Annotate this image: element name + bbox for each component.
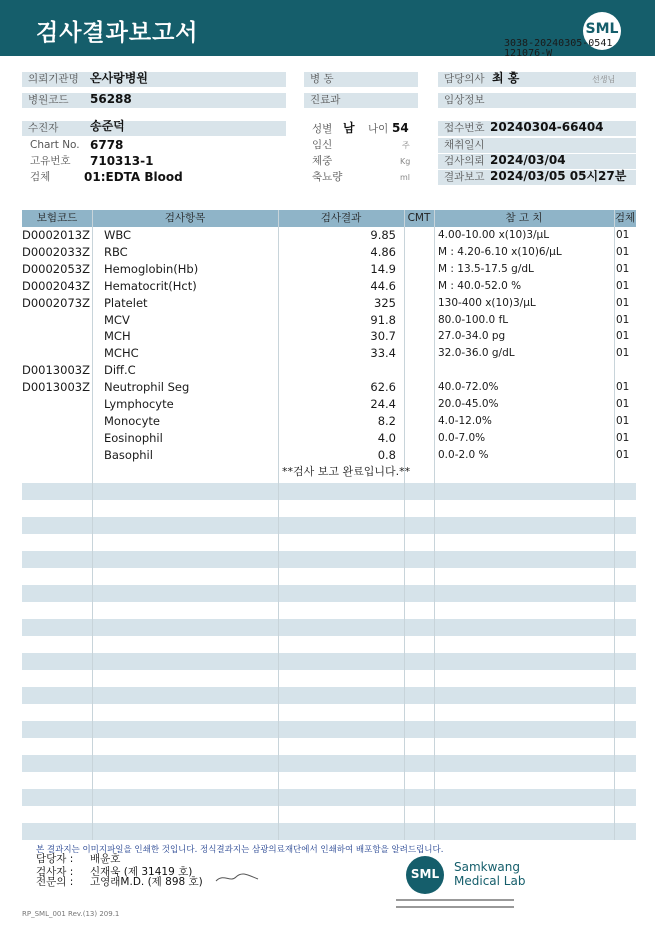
table-row: [22, 447, 636, 464]
tester-name: 신재욱 (제 31419 호): [90, 866, 193, 878]
hospital-label: 의뢰기관명: [22, 72, 286, 87]
hospital-name: 온사랑병원: [90, 71, 148, 85]
request-date: 2024/03/04: [490, 153, 566, 167]
preg-unit: 주: [402, 141, 410, 150]
row-item: Hemoglobin(Hb): [104, 261, 199, 276]
row-result: 8.2: [377, 413, 396, 428]
row-specimen: 01: [616, 347, 630, 360]
row-specimen: 01: [616, 414, 630, 427]
row-result: 30.7: [370, 329, 396, 344]
row-reference: M : 40.0-52.0 %: [438, 279, 522, 292]
table-stripe: [22, 585, 636, 602]
patient-label: 수진자: [22, 121, 286, 136]
row-result: 14.9: [370, 261, 396, 276]
row-code: D0013003Z: [22, 363, 90, 378]
row-result: 44.6: [370, 278, 396, 293]
row-result: 33.4: [370, 346, 396, 361]
receipt-number: 20240304-66404: [490, 120, 604, 134]
row-item: Neutrophil Seg: [104, 380, 190, 395]
clinical-label: 임상정보: [438, 93, 636, 108]
specimen-value: 01:EDTA Blood: [84, 170, 183, 184]
ward-label: 병 동: [304, 72, 418, 87]
table-row: [22, 244, 636, 261]
row-specimen: 01: [616, 330, 630, 343]
specialist-label: 전문의 :: [36, 876, 74, 888]
hospital-code: 56288: [90, 92, 132, 106]
table-stripe: [22, 517, 636, 534]
row-specimen: 01: [616, 313, 630, 326]
table-row: [22, 345, 636, 362]
row-item: Platelet: [104, 295, 148, 310]
row-result: 4.86: [370, 244, 396, 259]
row-result: 325: [374, 295, 396, 310]
brand-name-line2: Medical Lab: [454, 874, 526, 888]
col-specimen-header: 검체: [614, 212, 636, 224]
row-item: RBC: [104, 244, 128, 259]
logo-text: SML: [585, 21, 619, 37]
weight-unit: Kg: [400, 157, 411, 166]
col-item-header: 검사항목: [164, 212, 206, 224]
urine-unit: ml: [400, 173, 411, 182]
signature-icon: [214, 870, 260, 889]
table-stripe: [22, 619, 636, 636]
row-item: MCHC: [104, 346, 139, 361]
row-reference: 0.0-7.0%: [438, 431, 486, 444]
table-stripe: [22, 551, 636, 568]
row-reference: 80.0-100.0 fL: [438, 313, 509, 326]
brand-name-line1: Samkwang: [454, 860, 520, 874]
row-specimen: 01: [616, 262, 630, 275]
row-code: D0002043Z: [22, 278, 90, 293]
table-stripe: [22, 755, 636, 772]
urine-label: 축뇨량: [312, 171, 343, 183]
row-result: 24.4: [370, 397, 396, 411]
col-result-header: 검사결과: [320, 212, 362, 224]
patient-name: 송준덕: [90, 119, 125, 133]
row-specimen: 01: [616, 448, 630, 461]
patient-id: 710313-1: [90, 154, 154, 168]
table-row: [22, 295, 636, 312]
document-number: 3038-20240305-0541: [504, 38, 613, 49]
address-fine-print: [396, 896, 516, 910]
table-stripe: [22, 721, 636, 738]
table-stripe: [22, 653, 636, 670]
row-item: Eosinophil: [104, 430, 163, 445]
end-note: **검사 보고 완료입니다.**: [282, 465, 411, 478]
table-stripe: [22, 483, 636, 500]
row-result: 62.6: [370, 380, 396, 395]
row-result: 91.8: [370, 312, 396, 327]
col-cmt-header: CMT: [407, 212, 431, 224]
row-specimen: 01: [616, 431, 630, 444]
specimen-label: 검체: [30, 171, 51, 183]
row-code: D0002053Z: [22, 261, 90, 276]
report-label: 결과보고: [438, 170, 636, 185]
row-specimen: 01: [616, 381, 630, 394]
row-reference: 130-400 x(10)3/μL: [438, 296, 536, 309]
row-specimen: 01: [616, 229, 630, 241]
row-item: Diff.C: [104, 363, 136, 378]
table-row: [22, 328, 636, 345]
report-title: 검사결과보고서: [36, 20, 199, 46]
request-label: 검사의뢰: [438, 154, 636, 169]
hospital-code-label: 병원코드: [22, 93, 286, 108]
row-reference: 4.00-10.00 x(10)3/μL: [438, 229, 550, 241]
age-value: 54: [392, 121, 409, 135]
row-item: Hematocrit(Hct): [104, 278, 197, 293]
report-date: 2024/03/05 05시27분: [490, 169, 627, 183]
table-row: [22, 362, 636, 379]
col-code-header: 보험코드: [36, 212, 78, 224]
row-result: 4.0: [377, 430, 396, 445]
footer-logo-icon: [406, 856, 444, 894]
row-reference: 20.0-45.0%: [438, 398, 499, 410]
row-reference: 4.0-12.0%: [438, 414, 492, 427]
row-code: D0013003Z: [22, 380, 90, 395]
row-code: D0002033Z: [22, 244, 90, 259]
doctor-suffix: 선생님: [592, 75, 616, 84]
table-row: [22, 379, 636, 396]
row-item: Lymphocyte: [104, 397, 174, 411]
receipt-label: 접수번호: [438, 121, 636, 136]
row-code: D0002073Z: [22, 295, 90, 310]
col-ref-header: 참 고 치: [505, 212, 543, 224]
preg-label: 임신: [312, 139, 333, 151]
doctor-name: 최 홍: [492, 71, 520, 85]
row-reference: 32.0-36.0 g/dL: [438, 347, 515, 360]
row-item: MCH: [104, 329, 131, 344]
sex-value: 남: [343, 121, 355, 135]
row-reference: 0.0-2.0 %: [438, 448, 489, 461]
row-item: Monocyte: [104, 413, 160, 428]
row-item: Basophil: [104, 447, 153, 462]
age-label: 나이: [368, 123, 389, 135]
row-specimen: 01: [616, 398, 630, 410]
row-result: 0.8: [377, 447, 396, 462]
collect-label: 채취일시: [438, 138, 636, 153]
table-row: [22, 413, 636, 430]
table-stripe: [22, 789, 636, 806]
id-label: 고유번호: [30, 155, 71, 167]
row-reference: M : 13.5-17.5 g/dL: [438, 262, 534, 275]
row-item: WBC: [104, 228, 132, 242]
chart-label: Chart No.: [30, 139, 80, 151]
row-specimen: 01: [616, 245, 630, 258]
specialist-name: 고영래M.D. (제 898 호): [90, 876, 203, 888]
dept-label: 진료과: [304, 93, 418, 108]
row-reference: 27.0-34.0 pg: [438, 330, 506, 343]
row-result: 9.85: [370, 228, 396, 242]
table-stripe: [22, 687, 636, 704]
sex-label: 성별: [312, 123, 333, 135]
footer-logo-text: SML: [410, 867, 440, 881]
row-item: MCV: [104, 312, 130, 327]
table-row: [22, 261, 636, 278]
tester-label: 검사자 :: [36, 866, 74, 878]
chart-number: 6778: [90, 138, 124, 152]
document-sub-number: 121076-W: [504, 48, 553, 59]
row-specimen: 01: [616, 279, 630, 292]
row-specimen: 01: [616, 296, 630, 309]
weight-label: 체중: [312, 155, 333, 167]
row-reference: M : 4.20-6.10 x(10)6/μL: [438, 245, 562, 258]
manager-label: 담당자 :: [36, 853, 74, 865]
table-row: [22, 227, 636, 244]
table-row: [22, 430, 636, 447]
table-row: [22, 396, 636, 413]
doctor-label: 담당의사: [438, 72, 636, 87]
row-code: D0002013Z: [22, 228, 90, 242]
table-row: [22, 278, 636, 295]
row-reference: 40.0-72.0%: [438, 381, 499, 394]
manager-name: 배윤호: [90, 853, 121, 865]
fine-print-decoration: [0, 834, 260, 842]
table-row: [22, 312, 636, 329]
form-code: RP_SML_001 Rev.(13) 209.1: [22, 910, 120, 918]
footer-notice: 본 결과지는 이미지파일을 인쇄한 것입니다. 정식결과지는 삼광의료재단에서 인쇄하여 배포함을 알려드립니다.: [36, 845, 444, 855]
